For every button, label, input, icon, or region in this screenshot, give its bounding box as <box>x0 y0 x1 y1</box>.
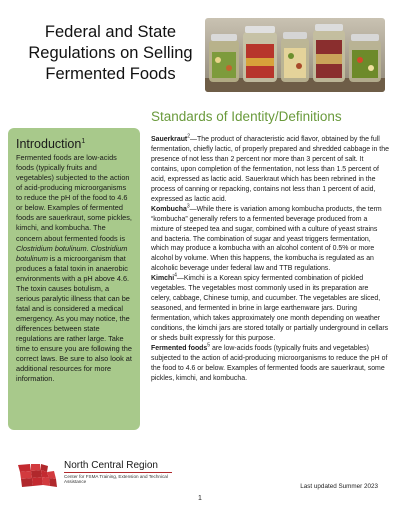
footnote-ref-4: 4 <box>174 273 177 280</box>
footnote-ref-1: 1 <box>81 138 86 145</box>
org-subtitle: Center for FSMA Training, Extension and Technical Assistance <box>64 474 168 485</box>
definition-text: —The product of characteristic acid flavor, obtained by the full fermentation, chiefly lactic, of properly prepared and shredded cabbage in the presence of not less than 2 percent nor more than 3 percent of salt. It contains, upon completion of the fermentation, not less than 1.5 percent of acid, expressed as lactic acid. Sauerkraut which has been rebrined in the process of canning or repacking, contains not less than 1 percent of acid, expressed as lactic acid. <box>151 136 389 203</box>
intro-text-part-c: . <box>86 243 91 253</box>
page-number: 1 <box>198 495 202 502</box>
page-title: Federal and State Regulations on Selling Fermented Foods <box>28 23 193 83</box>
definition-term: Kombucha <box>151 205 187 213</box>
last-updated: Last updated Summer 2023 <box>300 483 378 490</box>
footnote-ref-2: 2 <box>187 133 191 140</box>
section-heading: Standards of Identity/Definitions <box>151 109 342 124</box>
definition-term: Sauerkraut <box>151 136 188 143</box>
org-name: North Central Region <box>64 460 158 471</box>
intro-text-part-a: Fermented foods are low-acids foods (typically fruits and vegetables) subjected to the action of acid-producing microorganisms to reduce the pH of the food to 4.6 or below. Examples of fermented foods are sauerkraut, some pickles, kimchi, and kombucha. The concern about fermented foods is <box>16 153 132 243</box>
intro-organism-name-2: Clostridium botulinum <box>16 243 128 263</box>
intro-organism-name: Clostridium botulinum <box>16 243 87 253</box>
definition-text: —While there is variation among kombucha products, the term “kombucha” generally refers to a fermented beverage produced from a mixture of steeped tea and sugar, combined with a culture of yeast strains and bacteria. The combination of sugar and yeast triggers fermentation, which may produce a kombucha with an alcohol content of 0.5% or more alcohol by volume. When this happens, the kombucha is regulated as an alcoholic beverage under federal law and TTB regulations. <box>151 205 382 273</box>
fermented-jars-photo <box>205 18 385 92</box>
introduction-heading-text: Introduction <box>16 137 82 152</box>
introduction-sidebar <box>8 128 140 430</box>
definition-fermented-foods <box>151 344 390 384</box>
footnote-ref-3: 3 <box>186 203 190 210</box>
jars-illustration-icon <box>205 18 385 92</box>
footnote-ref-5: 5 <box>207 342 211 349</box>
definition-term: Fermented foods <box>151 345 208 353</box>
definition-text: —Kimchi is a Korean spicy fermented combination of pickled vegetables. The vegetables most commonly used in its preparation are celery, cabbage, Chinese turnip, and cucumber. The vegetables are sliced, seasoned, and fermented in brine in large earthenware jars. During fermentation, which takes approximately one month depending on weather conditions, the kimchi jars are stored totally or partially underground in cellars or sheds built expressly for this purpose. <box>151 275 389 343</box>
introduction-text <box>16 153 133 384</box>
definition-kimchi <box>151 274 390 344</box>
definitions-section <box>151 108 390 384</box>
intro-text-part-e: is a microorganism that produces a fatal toxin in anaerobic environments with a pH above 4.6. The toxin causes botulism, a serious paralytic illness that can be fatal and is considered a medical emergency. As you may notice, the differences between state regulations are rather large. Take time to ensure you are following the correct laws. Be sure to also look at additional resources for more information. <box>16 253 132 384</box>
ncr-logo <box>16 460 176 494</box>
definition-term: Kimchi <box>151 275 175 283</box>
logo-divider <box>64 472 172 473</box>
definition-kombucha <box>151 205 390 275</box>
definition-sauerkraut <box>151 135 390 205</box>
definition-text: are low-acids foods (typically fruits and vegetables) subjected to the action of acid-producing microorganisms to reduce the pH of the food to 4.6 or below. Examples of fermented foods are sauerkraut, some pickles, kimchi, and kombucha. <box>151 345 388 382</box>
introduction-heading <box>16 134 133 152</box>
definitions-body <box>151 135 390 384</box>
region-map-icon <box>16 461 60 491</box>
